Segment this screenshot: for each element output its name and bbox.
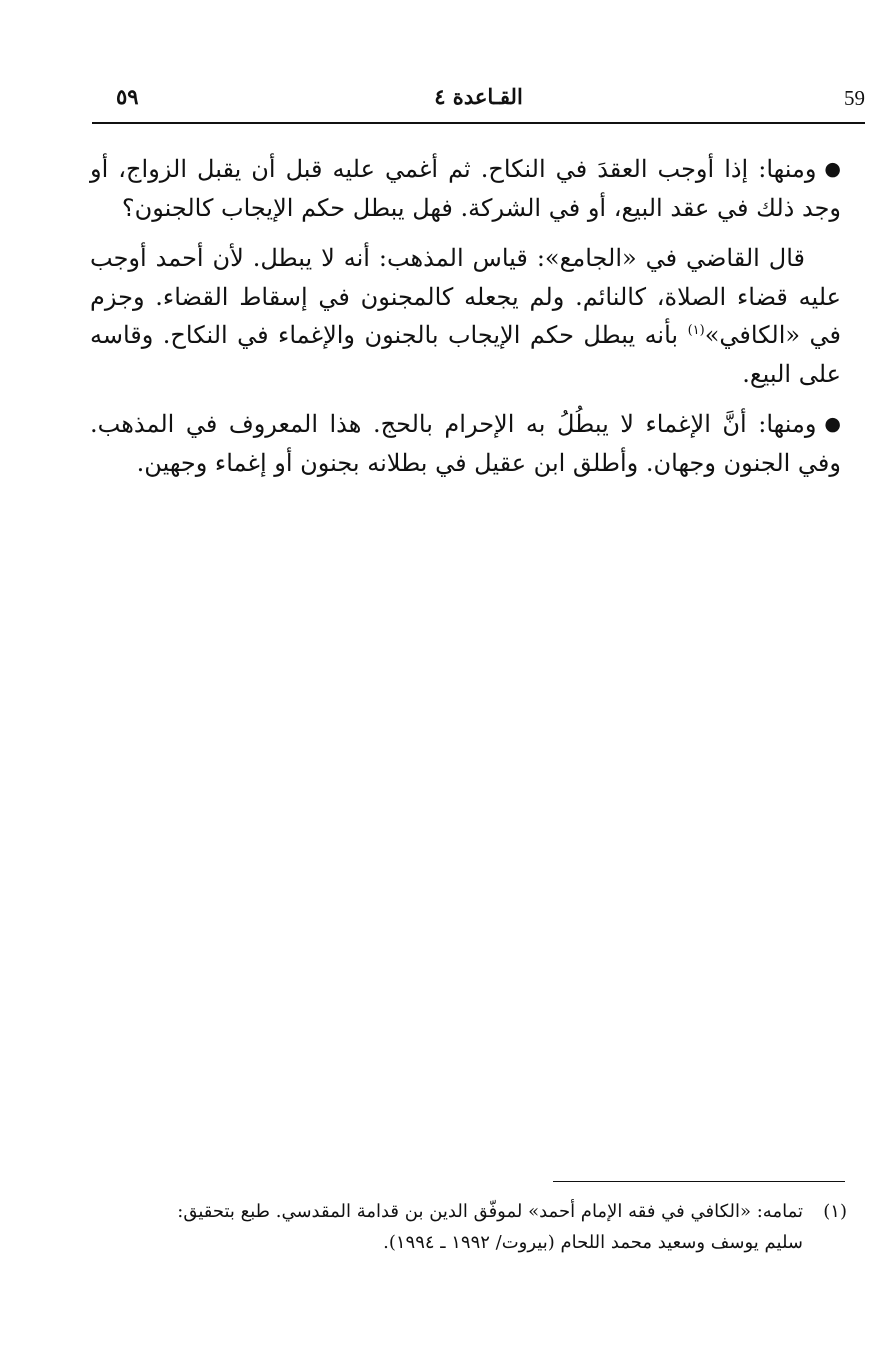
footnote-separator (553, 1181, 845, 1182)
page-number-arabic: ٥٩ (116, 84, 139, 109)
paragraph-1-text: ومنها: إذا أوجب العقدَ في النكاح. ثم أغمي عليه قبل أن يقبل الزواج، أو وجد ذلك في عقد البيع، أو في الشركة. فهل يبطل حكم الإيجاب كالجنون؟ (90, 155, 841, 222)
footnote-marker: (١) (823, 1201, 847, 1222)
bullet-icon: ● (824, 413, 841, 435)
running-title: القـاعدة ٤ (434, 84, 523, 109)
footnote-line-2: سليم يوسف وسعيد محمد اللحام (بيروت/ ١٩٩٢ ـ ١٩٩٤). (383, 1232, 803, 1253)
footnote-text-1: تمامه: «الكافي في فقه الإمام أحمد» لموفّق الدين بن قدامة المقدسي. طبع بتحقيق: (177, 1201, 803, 1222)
main-text (90, 150, 841, 494)
bullet-icon: ● (824, 158, 841, 180)
footnote-reference: (١) (687, 323, 705, 338)
paragraph-2-text-b: بأنه يبطل حكم الإيجاب بالجنون والإغماء في النكاح. وقاسه على البيع. (90, 321, 841, 388)
paragraph-2-text-a: قال القاضي في «الجامع»: قياس المذهب: أنه لا يبطل. لأن أحمد أوجب عليه قضاء الصلاة، كالنائم. ولم يجعله كالمجنون في إسقاط القضاء. وجزم في «الكافي» (90, 244, 842, 349)
paragraph-1 (90, 150, 841, 227)
page-header (92, 84, 865, 124)
footnote (92, 1196, 847, 1258)
paragraph-3-text: ومنها: أنَّ الإغماء لا يبطُلُ به الإحرام بالحج. هذا المعروف في المذهب. وفي الجنون وجهان. وأطلق ابن عقيل في بطلانه بجنون أو إغماء وجهين. (90, 410, 841, 477)
page-number-latin: 59 (844, 86, 865, 110)
paragraph-3 (90, 405, 841, 482)
footnote-line-1 (92, 1196, 847, 1227)
paragraph-2 (90, 239, 841, 393)
